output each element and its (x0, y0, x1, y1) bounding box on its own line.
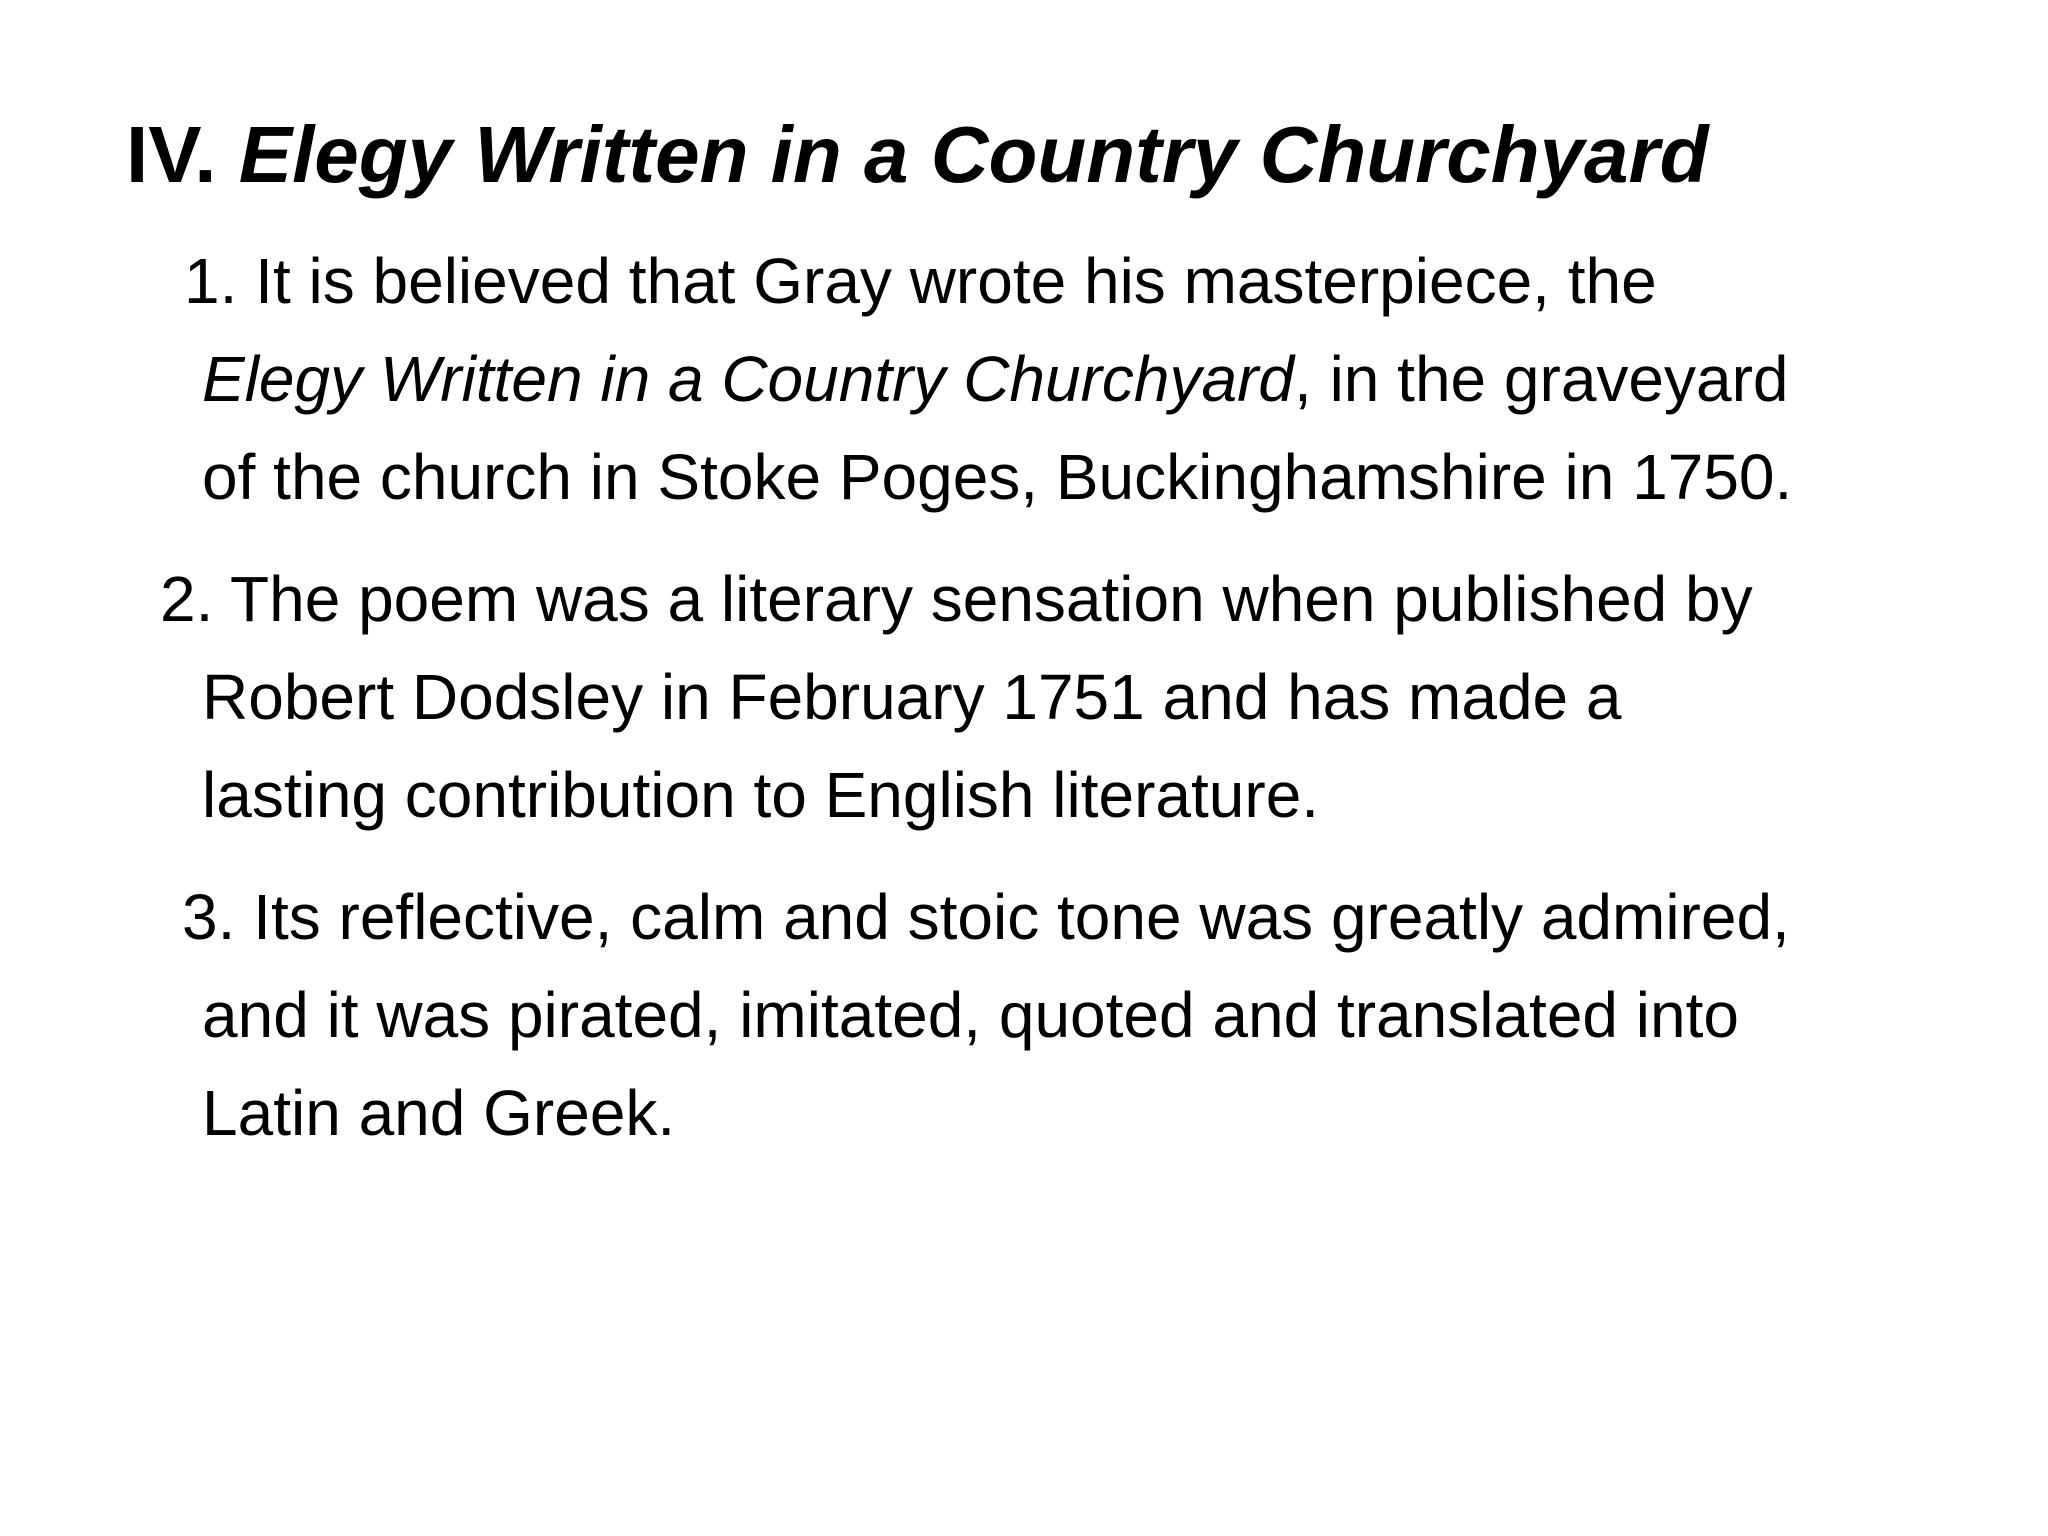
item-1-line-3: of the church in Stoke Poges, Buckinghamshire in 1750. (202, 441, 1793, 513)
item-3-line-1: 3. Its reflective, calm and stoic tone was greatly admired, (182, 881, 1790, 953)
list-item-1 (184, 232, 1792, 526)
title-work-name: Elegy Written in a Country Churchyard (238, 110, 1709, 199)
item-2-line-1: 2. The poem was a literary sensation when published by (160, 563, 1753, 635)
list-item-3 (182, 868, 1790, 1162)
title-numeral: IV. (126, 110, 217, 199)
item-2-line-2: Robert Dodsley in February 1751 and has made a (202, 661, 1622, 733)
item-3-line-2: and it was pirated, imitated, quoted and translated into (202, 979, 1739, 1051)
item-2-line-3: lasting contribution to English literature. (202, 759, 1320, 831)
item-1-line-2 (202, 330, 1792, 428)
item-1-work-title: Elegy Written in a Country Churchyard (202, 343, 1294, 415)
slide-title (126, 110, 1709, 200)
list-item-2 (160, 550, 1753, 844)
item-1-line-2-rest: , in the graveyard (1294, 343, 1789, 415)
item-3-line-3: Latin and Greek. (202, 1077, 676, 1149)
item-1-line-1: 1. It is believed that Gray wrote his masterpiece, the (184, 245, 1657, 317)
